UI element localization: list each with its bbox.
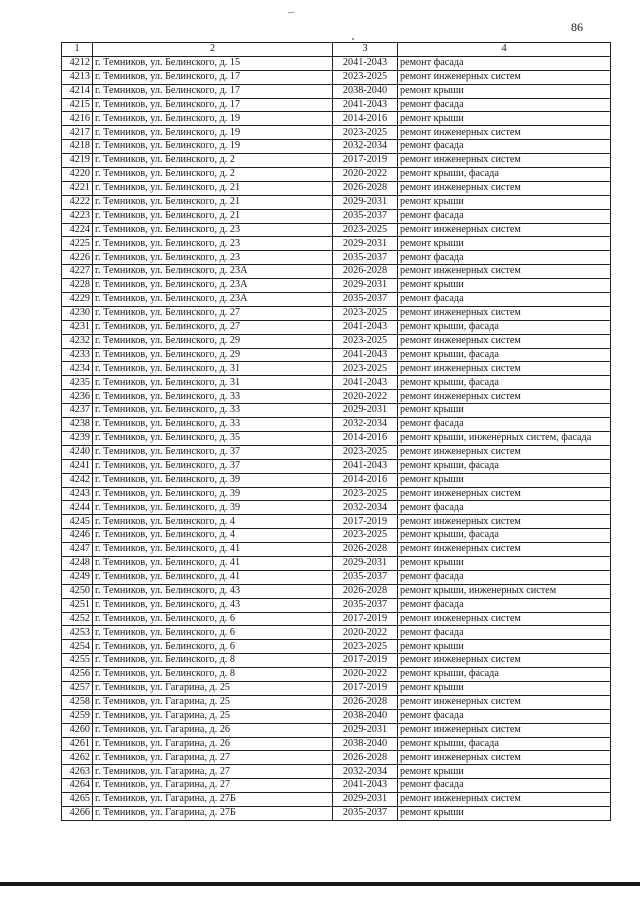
- table-row: [62, 806, 611, 820]
- repair-type-cell: ремонт крыши: [398, 473, 611, 487]
- table-row: [62, 681, 611, 695]
- address-cell: г. Темников, ул. Белинского, д. 15: [93, 56, 333, 70]
- table-row: [62, 654, 611, 668]
- repair-type-cell: ремонт крыши: [398, 84, 611, 98]
- repair-period-cell: 2017-2019: [333, 654, 398, 668]
- address-cell: г. Темников, ул. Белинского, д. 37: [93, 445, 333, 459]
- row-number-cell: 4264: [62, 779, 93, 793]
- repair-type-cell: ремонт фасада: [398, 140, 611, 154]
- repair-period-cell: 2017-2019: [333, 515, 398, 529]
- repair-type-cell: ремонт крыши, инженерных систем: [398, 584, 611, 598]
- row-number-cell: 4233: [62, 348, 93, 362]
- repair-type-cell: ремонт крыши, фасада: [398, 459, 611, 473]
- row-number-cell: 4214: [62, 84, 93, 98]
- table-row: [62, 765, 611, 779]
- table-row: [62, 279, 611, 293]
- address-cell: г. Темников, ул. Белинского, д. 29: [93, 334, 333, 348]
- repair-period-cell: 2041-2043: [333, 376, 398, 390]
- repair-type-cell: ремонт фасада: [398, 598, 611, 612]
- address-cell: г. Темников, ул. Белинского, д. 19: [93, 140, 333, 154]
- scan-edge-bar: [0, 882, 640, 886]
- address-cell: г. Темников, ул. Белинского, д. 39: [93, 487, 333, 501]
- repair-period-cell: 2026-2028: [333, 751, 398, 765]
- address-cell: г. Темников, ул. Белинского, д. 41: [93, 556, 333, 570]
- table-row: [62, 223, 611, 237]
- address-cell: г. Темников, ул. Белинского, д. 6: [93, 626, 333, 640]
- repair-period-cell: 2035-2037: [333, 209, 398, 223]
- address-cell: г. Темников, ул. Белинского, д. 19: [93, 112, 333, 126]
- address-cell: г. Темников, ул. Белинского, д. 39: [93, 473, 333, 487]
- repair-period-cell: 2029-2031: [333, 793, 398, 807]
- row-number-cell: 4265: [62, 793, 93, 807]
- address-cell: г. Темников, ул. Белинского, д. 23: [93, 237, 333, 251]
- address-cell: г. Темников, ул. Белинского, д. 8: [93, 654, 333, 668]
- address-cell: г. Темников, ул. Белинского, д. 19: [93, 126, 333, 140]
- repair-period-cell: 2023-2025: [333, 640, 398, 654]
- row-number-cell: 4255: [62, 654, 93, 668]
- row-number-cell: 4224: [62, 223, 93, 237]
- table-row: [62, 251, 611, 265]
- table-row: [62, 459, 611, 473]
- repair-type-cell: ремонт фасада: [398, 501, 611, 515]
- repair-period-cell: 2023-2025: [333, 126, 398, 140]
- repair-type-cell: ремонт инженерных систем: [398, 695, 611, 709]
- table-row: [62, 404, 611, 418]
- row-number-cell: 4256: [62, 668, 93, 682]
- column-header-1: 1: [62, 43, 93, 57]
- repair-type-cell: ремонт крыши: [398, 195, 611, 209]
- repair-type-cell: ремонт инженерных систем: [398, 154, 611, 168]
- row-number-cell: 4229: [62, 293, 93, 307]
- row-number-cell: 4257: [62, 681, 93, 695]
- repair-period-cell: 2035-2037: [333, 293, 398, 307]
- address-cell: г. Темников, ул. Белинского, д. 31: [93, 376, 333, 390]
- table-row: [62, 306, 611, 320]
- row-number-cell: 4248: [62, 556, 93, 570]
- row-number-cell: 4246: [62, 529, 93, 543]
- row-number-cell: 4226: [62, 251, 93, 265]
- row-number-cell: 4245: [62, 515, 93, 529]
- repair-period-cell: 2026-2028: [333, 181, 398, 195]
- table-row: [62, 612, 611, 626]
- repair-type-cell: ремонт крыши: [398, 806, 611, 820]
- row-number-cell: 4266: [62, 806, 93, 820]
- repair-type-cell: ремонт фасада: [398, 251, 611, 265]
- repair-period-cell: 2038-2040: [333, 737, 398, 751]
- table-row: [62, 265, 611, 279]
- repair-period-cell: 2032-2034: [333, 501, 398, 515]
- repair-type-cell: ремонт крыши: [398, 640, 611, 654]
- repair-type-cell: ремонт фасада: [398, 209, 611, 223]
- repair-period-cell: 2020-2022: [333, 668, 398, 682]
- table-row: [62, 598, 611, 612]
- repair-type-cell: ремонт крыши, фасада: [398, 737, 611, 751]
- repair-type-cell: ремонт инженерных систем: [398, 751, 611, 765]
- repair-period-cell: 2038-2040: [333, 709, 398, 723]
- row-number-cell: 4238: [62, 418, 93, 432]
- address-cell: г. Темников, ул. Белинского, д. 43: [93, 598, 333, 612]
- row-number-cell: 4259: [62, 709, 93, 723]
- row-number-cell: 4243: [62, 487, 93, 501]
- address-cell: г. Темников, ул. Белинского, д. 23А: [93, 293, 333, 307]
- row-number-cell: 4231: [62, 320, 93, 334]
- address-cell: г. Темников, ул. Белинского, д. 31: [93, 362, 333, 376]
- address-cell: г. Темников, ул. Белинского, д. 2: [93, 168, 333, 182]
- repair-period-cell: 2014-2016: [333, 473, 398, 487]
- table-row: [62, 626, 611, 640]
- table-row: [62, 126, 611, 140]
- table-header: [62, 43, 611, 57]
- row-number-cell: 4216: [62, 112, 93, 126]
- row-number-cell: 4261: [62, 737, 93, 751]
- repair-period-cell: 2023-2025: [333, 70, 398, 84]
- table-row: [62, 140, 611, 154]
- repair-period-cell: 2023-2025: [333, 334, 398, 348]
- repair-type-cell: ремонт крыши, фасада: [398, 348, 611, 362]
- address-cell: г. Темников, ул. Белинского, д. 2: [93, 154, 333, 168]
- repair-period-cell: 2023-2025: [333, 487, 398, 501]
- address-cell: г. Темников, ул. Гагарина, д. 27: [93, 779, 333, 793]
- address-cell: г. Темников, ул. Белинского, д. 23: [93, 251, 333, 265]
- repair-type-cell: ремонт крыши, фасада: [398, 320, 611, 334]
- table-row: [62, 487, 611, 501]
- table-row: [62, 737, 611, 751]
- address-cell: г. Темников, ул. Белинского, д. 39: [93, 501, 333, 515]
- address-cell: г. Темников, ул. Белинского, д. 6: [93, 640, 333, 654]
- repair-type-cell: ремонт инженерных систем: [398, 306, 611, 320]
- repair-period-cell: 2014-2016: [333, 431, 398, 445]
- table-row: [62, 723, 611, 737]
- repair-period-cell: 2026-2028: [333, 265, 398, 279]
- table-row: [62, 543, 611, 557]
- page-number: 86: [571, 20, 583, 34]
- address-cell: г. Темников, ул. Гагарина, д. 27: [93, 765, 333, 779]
- repair-type-cell: ремонт крыши: [398, 681, 611, 695]
- repair-period-cell: 2032-2034: [333, 765, 398, 779]
- address-cell: г. Темников, ул. Белинского, д. 4: [93, 529, 333, 543]
- address-cell: г. Темников, ул. Белинского, д. 27: [93, 306, 333, 320]
- row-number-cell: 4218: [62, 140, 93, 154]
- table-row: [62, 84, 611, 98]
- address-cell: г. Темников, ул. Белинского, д. 21: [93, 181, 333, 195]
- repair-period-cell: 2017-2019: [333, 681, 398, 695]
- repair-period-cell: 2020-2022: [333, 390, 398, 404]
- repair-type-cell: ремонт инженерных систем: [398, 223, 611, 237]
- repair-period-cell: 2041-2043: [333, 98, 398, 112]
- address-cell: г. Темников, ул. Белинского, д. 23А: [93, 279, 333, 293]
- table-row: [62, 362, 611, 376]
- address-cell: г. Темников, ул. Гагарина, д. 25: [93, 709, 333, 723]
- row-number-cell: 4260: [62, 723, 93, 737]
- repair-period-cell: 2041-2043: [333, 348, 398, 362]
- address-cell: г. Темников, ул. Белинского, д. 17: [93, 70, 333, 84]
- row-number-cell: 4227: [62, 265, 93, 279]
- repair-period-cell: 2026-2028: [333, 543, 398, 557]
- address-cell: г. Темников, ул. Белинского, д. 37: [93, 459, 333, 473]
- address-cell: г. Темников, ул. Белинского, д. 41: [93, 570, 333, 584]
- repair-period-cell: 2032-2034: [333, 418, 398, 432]
- row-number-cell: 4228: [62, 279, 93, 293]
- repair-period-cell: 2020-2022: [333, 168, 398, 182]
- repair-period-cell: 2023-2025: [333, 362, 398, 376]
- repair-type-cell: ремонт крыши: [398, 765, 611, 779]
- repair-period-cell: 2029-2031: [333, 279, 398, 293]
- repair-type-cell: ремонт фасада: [398, 779, 611, 793]
- row-number-cell: 4263: [62, 765, 93, 779]
- repair-type-cell: ремонт крыши: [398, 556, 611, 570]
- table-row: [62, 473, 611, 487]
- repair-period-cell: 2035-2037: [333, 570, 398, 584]
- table-row: [62, 348, 611, 362]
- address-cell: г. Темников, ул. Белинского, д. 33: [93, 404, 333, 418]
- row-number-cell: 4254: [62, 640, 93, 654]
- address-cell: г. Темников, ул. Гагарина, д. 25: [93, 695, 333, 709]
- row-number-cell: 4253: [62, 626, 93, 640]
- table-row: [62, 751, 611, 765]
- address-cell: г. Темников, ул. Белинского, д. 21: [93, 195, 333, 209]
- repair-period-cell: 2038-2040: [333, 84, 398, 98]
- address-cell: г. Темников, ул. Белинского, д. 23А: [93, 265, 333, 279]
- repair-period-cell: 2029-2031: [333, 556, 398, 570]
- row-number-cell: 4258: [62, 695, 93, 709]
- row-number-cell: 4249: [62, 570, 93, 584]
- repair-type-cell: ремонт инженерных систем: [398, 487, 611, 501]
- repair-type-cell: ремонт инженерных систем: [398, 612, 611, 626]
- repair-type-cell: ремонт фасада: [398, 56, 611, 70]
- address-cell: г. Темников, ул. Белинского, д. 23: [93, 223, 333, 237]
- repair-type-cell: ремонт инженерных систем: [398, 723, 611, 737]
- row-number-cell: 4236: [62, 390, 93, 404]
- repair-type-cell: ремонт крыши, фасада: [398, 668, 611, 682]
- table-row: [62, 570, 611, 584]
- table-row: [62, 695, 611, 709]
- repair-period-cell: 2023-2025: [333, 529, 398, 543]
- repair-type-cell: ремонт инженерных систем: [398, 70, 611, 84]
- table-row: [62, 70, 611, 84]
- address-cell: г. Темников, ул. Белинского, д. 41: [93, 543, 333, 557]
- repair-period-cell: 2023-2025: [333, 445, 398, 459]
- address-cell: г. Темников, ул. Белинского, д. 21: [93, 209, 333, 223]
- repair-type-cell: ремонт инженерных систем: [398, 181, 611, 195]
- repair-period-cell: 2035-2037: [333, 806, 398, 820]
- repair-type-cell: ремонт крыши: [398, 237, 611, 251]
- table-row: [62, 501, 611, 515]
- table-row: [62, 709, 611, 723]
- row-number-cell: 4234: [62, 362, 93, 376]
- address-cell: г. Темников, ул. Белинского, д. 6: [93, 612, 333, 626]
- table-row: [62, 445, 611, 459]
- address-cell: г. Темников, ул. Белинского, д. 33: [93, 418, 333, 432]
- table-row: [62, 584, 611, 598]
- repair-period-cell: 2029-2031: [333, 237, 398, 251]
- address-cell: г. Темников, ул. Белинского, д. 43: [93, 584, 333, 598]
- repair-period-cell: 2026-2028: [333, 695, 398, 709]
- table-row: [62, 237, 611, 251]
- address-cell: г. Темников, ул. Белинского, д. 17: [93, 84, 333, 98]
- repair-type-cell: ремонт крыши: [398, 404, 611, 418]
- row-number-cell: 4237: [62, 404, 93, 418]
- repair-period-cell: 2023-2025: [333, 223, 398, 237]
- table-body: [62, 56, 611, 820]
- repair-type-cell: ремонт крыши, фасада: [398, 529, 611, 543]
- scan-speck: [288, 12, 294, 13]
- table-row: [62, 640, 611, 654]
- table-row: [62, 390, 611, 404]
- table-row: [62, 181, 611, 195]
- repair-type-cell: ремонт инженерных систем: [398, 390, 611, 404]
- address-cell: г. Темников, ул. Гагарина, д. 27: [93, 751, 333, 765]
- address-cell: г. Темников, ул. Белинского, д. 27: [93, 320, 333, 334]
- row-number-cell: 4220: [62, 168, 93, 182]
- repair-type-cell: ремонт фасада: [398, 570, 611, 584]
- repair-type-cell: ремонт фасада: [398, 626, 611, 640]
- table-row: [62, 793, 611, 807]
- table-row: [62, 195, 611, 209]
- row-number-cell: 4242: [62, 473, 93, 487]
- row-number-cell: 4230: [62, 306, 93, 320]
- table-row: [62, 376, 611, 390]
- row-number-cell: 4215: [62, 98, 93, 112]
- address-cell: г. Темников, ул. Гагарина, д. 26: [93, 723, 333, 737]
- row-number-cell: 4244: [62, 501, 93, 515]
- table-row: [62, 320, 611, 334]
- repair-period-cell: 2014-2016: [333, 112, 398, 126]
- repair-type-cell: ремонт фасада: [398, 709, 611, 723]
- table-row: [62, 779, 611, 793]
- repair-type-cell: ремонт инженерных систем: [398, 515, 611, 529]
- address-cell: г. Темников, ул. Гагарина, д. 27Б: [93, 806, 333, 820]
- row-number-cell: 4222: [62, 195, 93, 209]
- repair-period-cell: 2029-2031: [333, 723, 398, 737]
- repair-period-cell: 2023-2025: [333, 306, 398, 320]
- repair-period-cell: 2041-2043: [333, 459, 398, 473]
- table-row: [62, 98, 611, 112]
- repair-type-cell: ремонт крыши: [398, 112, 611, 126]
- repair-type-cell: ремонт инженерных систем: [398, 445, 611, 459]
- repair-type-cell: ремонт фасада: [398, 418, 611, 432]
- repair-type-cell: ремонт крыши: [398, 279, 611, 293]
- repair-period-cell: 2029-2031: [333, 404, 398, 418]
- repair-period-cell: 2041-2043: [333, 320, 398, 334]
- table-row: [62, 418, 611, 432]
- repair-type-cell: ремонт инженерных систем: [398, 654, 611, 668]
- address-cell: г. Темников, ул. Белинского, д. 4: [93, 515, 333, 529]
- address-cell: г. Темников, ул. Белинского, д. 17: [93, 98, 333, 112]
- repair-type-cell: ремонт крыши, инженерных систем, фасада: [398, 431, 611, 445]
- table-row: [62, 168, 611, 182]
- repair-period-cell: 2017-2019: [333, 612, 398, 626]
- repair-type-cell: ремонт инженерных систем: [398, 362, 611, 376]
- scan-speck: [352, 38, 354, 40]
- row-number-cell: 4239: [62, 431, 93, 445]
- column-header-4: 4: [398, 43, 611, 57]
- table-row: [62, 154, 611, 168]
- address-cell: г. Темников, ул. Белинского, д. 29: [93, 348, 333, 362]
- repair-type-cell: ремонт инженерных систем: [398, 265, 611, 279]
- repair-period-cell: 2032-2034: [333, 140, 398, 154]
- repair-period-cell: 2020-2022: [333, 626, 398, 640]
- repair-period-cell: 2035-2037: [333, 251, 398, 265]
- row-number-cell: 4250: [62, 584, 93, 598]
- address-cell: г. Темников, ул. Гагарина, д. 26: [93, 737, 333, 751]
- repair-period-cell: 2017-2019: [333, 154, 398, 168]
- repair-type-cell: ремонт инженерных систем: [398, 334, 611, 348]
- row-number-cell: 4251: [62, 598, 93, 612]
- repair-period-cell: 2026-2028: [333, 584, 398, 598]
- row-number-cell: 4212: [62, 56, 93, 70]
- table-row: [62, 431, 611, 445]
- table-row: [62, 556, 611, 570]
- repair-period-cell: 2029-2031: [333, 195, 398, 209]
- table-row: [62, 529, 611, 543]
- repair-period-cell: 2041-2043: [333, 56, 398, 70]
- row-number-cell: 4262: [62, 751, 93, 765]
- row-number-cell: 4247: [62, 543, 93, 557]
- row-number-cell: 4225: [62, 237, 93, 251]
- table-row: [62, 515, 611, 529]
- repair-type-cell: ремонт фасада: [398, 293, 611, 307]
- row-number-cell: 4235: [62, 376, 93, 390]
- table-row: [62, 112, 611, 126]
- address-cell: г. Темников, ул. Белинского, д. 35: [93, 431, 333, 445]
- table-row: [62, 209, 611, 223]
- row-number-cell: 4232: [62, 334, 93, 348]
- table-row: [62, 56, 611, 70]
- column-header-2: 2: [93, 43, 333, 57]
- table-row: [62, 668, 611, 682]
- table-row: [62, 293, 611, 307]
- address-cell: г. Темников, ул. Белинского, д. 8: [93, 668, 333, 682]
- row-number-cell: 4221: [62, 181, 93, 195]
- row-number-cell: 4213: [62, 70, 93, 84]
- repair-type-cell: ремонт инженерных систем: [398, 126, 611, 140]
- row-number-cell: 4252: [62, 612, 93, 626]
- row-number-cell: 4217: [62, 126, 93, 140]
- repair-type-cell: ремонт инженерных систем: [398, 793, 611, 807]
- repair-type-cell: ремонт фасада: [398, 98, 611, 112]
- address-cell: г. Темников, ул. Гагарина, д. 25: [93, 681, 333, 695]
- row-number-cell: 4241: [62, 459, 93, 473]
- repair-period-cell: 2035-2037: [333, 598, 398, 612]
- header-row: [62, 43, 611, 57]
- column-header-3: 3: [333, 43, 398, 57]
- row-number-cell: 4223: [62, 209, 93, 223]
- repair-schedule-table: [61, 42, 611, 821]
- address-cell: г. Темников, ул. Гагарина, д. 27Б: [93, 793, 333, 807]
- repair-type-cell: ремонт инженерных систем: [398, 543, 611, 557]
- table-row: [62, 334, 611, 348]
- row-number-cell: 4240: [62, 445, 93, 459]
- address-cell: г. Темников, ул. Белинского, д. 33: [93, 390, 333, 404]
- repair-type-cell: ремонт крыши, фасада: [398, 168, 611, 182]
- repair-type-cell: ремонт крыши, фасада: [398, 376, 611, 390]
- repair-period-cell: 2041-2043: [333, 779, 398, 793]
- row-number-cell: 4219: [62, 154, 93, 168]
